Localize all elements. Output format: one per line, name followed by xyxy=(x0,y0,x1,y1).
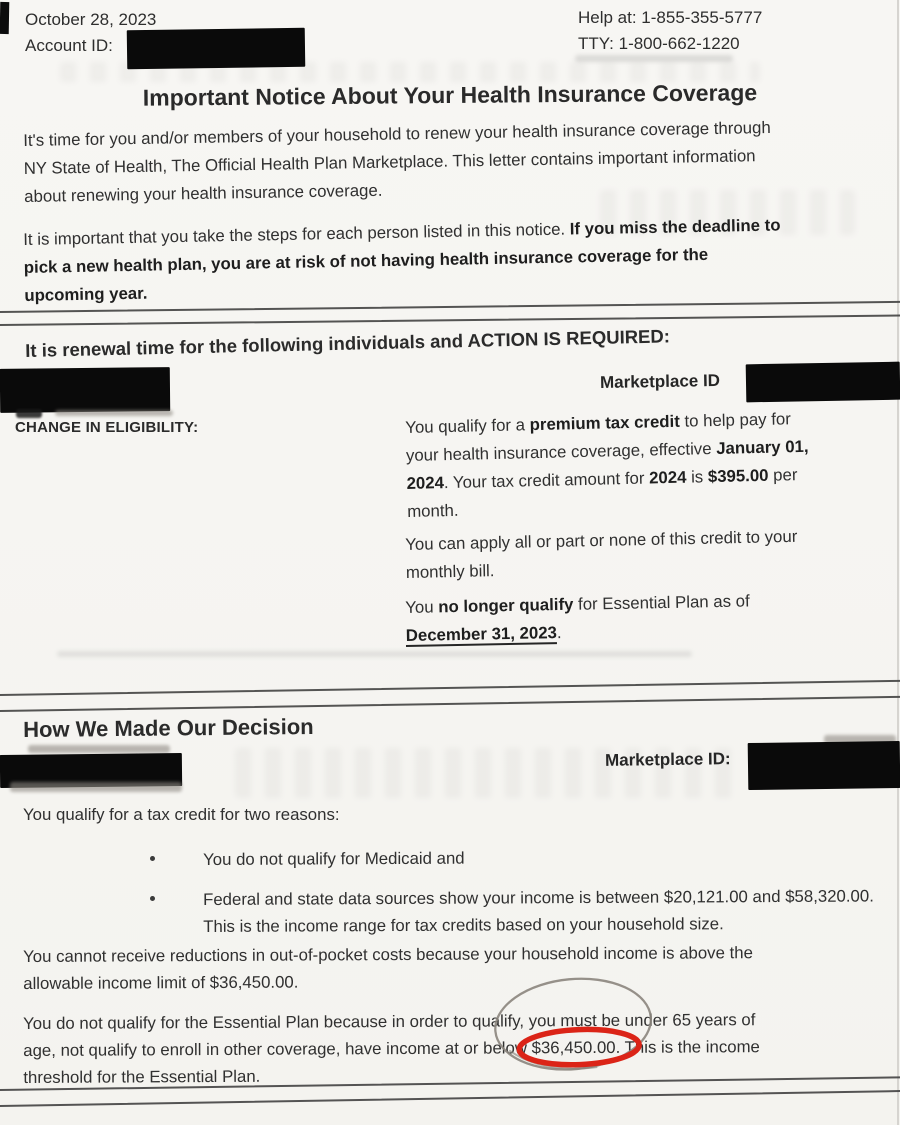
letter-date: October 28, 2023 xyxy=(25,10,157,29)
intro-paragraph-2: It is important that you take the steps for each person listed in this notice. If you miss the deadline to pick a new health plan, you are at risk of not having health insurance coverage for the upcoming year. xyxy=(23,215,781,305)
redacted-account-id xyxy=(127,28,306,69)
tty-phone-line: TTY: 1-800-662-1220 xyxy=(578,34,740,53)
renewal-heading: It is renewal time for the following individuals and ACTION IS REQUIRED: xyxy=(25,325,671,361)
reason-bullet-2: Federal and state data sources show your income is between $20,121.00 and $58,320.00. This is the income range for tax credits based on your household size. xyxy=(203,886,874,936)
redaction-smudge-4 xyxy=(10,782,182,792)
ghost-bleed-2 xyxy=(575,55,733,62)
help-phone-line: Help at: 1-855-355-5777 xyxy=(578,8,763,27)
redaction-smudge-2 xyxy=(55,410,173,416)
underlined-date: December 31, 2023 xyxy=(405,623,558,645)
apply-credit-paragraph: You can apply all or part or none of this credit to your monthly bill. xyxy=(405,526,798,582)
out-of-pocket-paragraph: You cannot receive reductions in out-of-pocket costs because your household income is above the allowable income limit of $36,450.00. xyxy=(23,943,753,993)
essential-plan-eligibility-paragraph: You do not qualify for the Essential Plan because in order to qualify, you must be under 65 years of age, not qualify to enroll in other coverage, have income at or below $36,450.00. This is the income threshold for the Essential Plan. xyxy=(23,1005,898,1091)
section-divider-1-line-b xyxy=(0,315,900,326)
account-id-label: Account ID: xyxy=(25,36,113,55)
letter-title: Important Notice About Your Health Insurance Coverage xyxy=(142,79,758,111)
redacted-marketplace-id-2 xyxy=(748,741,900,790)
section-divider-2-line-b xyxy=(0,696,900,712)
bullet-dot-1 xyxy=(150,856,155,861)
section-divider-3-line-b xyxy=(0,1090,900,1107)
scan-edge-mark xyxy=(0,2,9,34)
redaction-smudge-3 xyxy=(28,745,170,753)
essential-plan-end-paragraph: You no longer qualify for Essential Plan as of December 31, 2023. xyxy=(405,591,750,645)
redaction-smudge-1 xyxy=(16,409,42,418)
redacted-marketplace-id xyxy=(746,362,900,403)
reason-bullet-1: You do not qualify for Medicaid and xyxy=(203,848,465,869)
section-divider-2-line-a xyxy=(0,680,900,696)
ghost-bleed-4 xyxy=(57,651,692,657)
change-in-eligibility-label: CHANGE IN ELIGIBILITY: xyxy=(15,419,199,436)
bullet-dot-2 xyxy=(150,896,155,901)
decision-heading: How We Made Our Decision xyxy=(23,713,314,742)
tax-credit-reasons-intro: You qualify for a tax credit for two reasons: xyxy=(23,805,340,824)
marketplace-id-label: Marketplace ID xyxy=(599,370,721,393)
circled-income-threshold: $36,450.00. xyxy=(532,1038,621,1057)
marketplace-id-label-2: Marketplace ID: xyxy=(604,749,731,770)
intro-paragraph-1: It's time for you and/or members of your household to renew your health insurance coverage through NY State of Health, The Official Health Plan Marketplace. This letter contains important information about renewing your health insurance coverage. xyxy=(23,117,771,206)
premium-tax-credit-paragraph: You qualify for a premium tax credit to help pay for your health insurance coverage, effective January 01, 2024. Your tax credit amount for 2024 is $395.00 per month. xyxy=(405,409,809,521)
redacted-member-name xyxy=(0,367,170,413)
scan-right-edge-line xyxy=(897,0,899,1125)
